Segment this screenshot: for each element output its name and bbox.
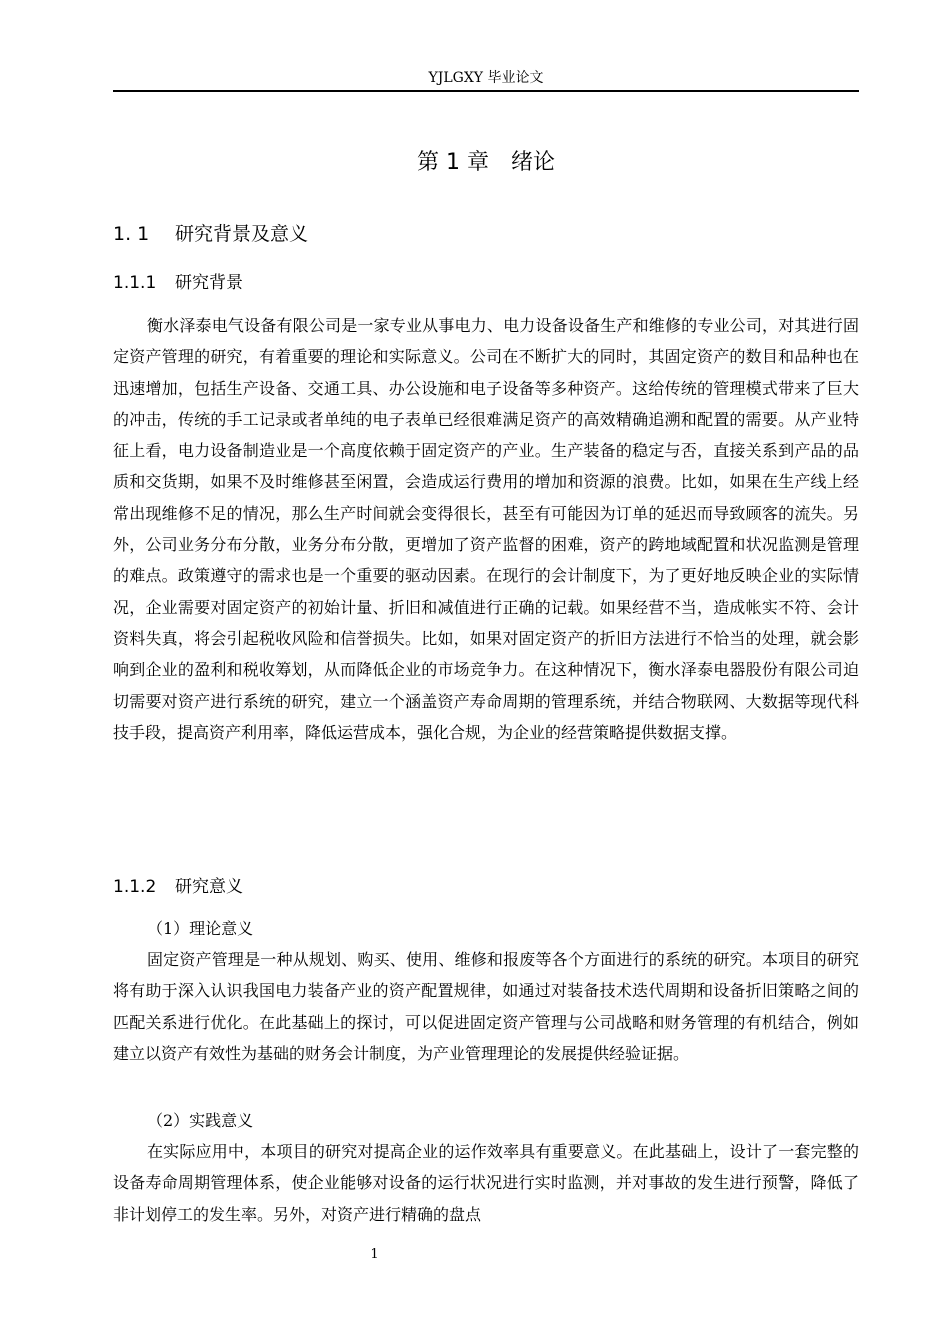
chapter-title: 第 1 章 绪论 [417, 150, 555, 175]
page-number: 1 [370, 1247, 379, 1262]
paragraph-theory: 固定资产管理是一种从规划、购买、使用、维修和报废等各个方面进行的系统的研究。本项目的研究将有助于深入认识我国电力装备产业的资产配置规律，如通过对装备技术迭代周期和设备折旧策略之间的匹配关系进行优化。在此基础上的探讨，可以促进固定资产管理与公司战略和财务管理的有机结合，例如建立以资产有效性为基础的财务会计制度，为产业管理理论的发展提供经验证据。 [113, 950, 859, 1063]
subheading-theory: （1）理论意义 [147, 919, 254, 938]
section-heading-1-1-1 [113, 269, 859, 297]
header-divider [113, 90, 859, 92]
page-header: YJLGXY 毕业论文 [428, 70, 544, 86]
paragraph-practice: 在实际应用中，本项目的研究对提高企业的运作效率具有重要意义。在此基础上，设计了一套完整的设备寿命周期管理体系，使企业能够对设备的运行状况进行实时监测，并对事故的发生进行预警，降低了非计划停工的发生率。另外，对资产进行精确的盘点 [113, 1142, 859, 1224]
section-heading-1-1 [113, 219, 859, 249]
section-title: 研究意义 [175, 877, 243, 897]
paragraph-background: 衡水泽泰电气设备有限公司是一家专业从事电力、电力设备设备生产和维修的专业公司，对其进行固定资产管理的研究，有着重要的理论和实际意义。公司在不断扩大的同时，其固定资产的数目和品种也在迅速增加，包括生产设备、交通工具、办公设施和电子设备等多种资产。这给传统的管理模式带来了巨大的冲击，传统的手工记录或者单纯的电子表单已经很难满足资产的高效精确追溯和配置的需要。从产业特征上看，电力设备制造业是一个高度依赖于固定资产的产业。生产装备的稳定与否，直接关系到产品的品质和交货期，如果不及时维修甚至闲置，会造成运行费用的增加和资源的浪费。比如，如果在生产线上经常出现维修不足的情况，那么生产时间就会变得很长，甚至有可能因为订单的延迟而导致顾客的流失。另外，公司业务分布分散，业务分布分散，更增加了资产监督的困难，资产的跨地域配置和状况监测是管理的难点。政策遵守的需求也是一个重要的驱动因素。在现行的会计制度下，为了更好地反映企业的实际情况，企业需要对固定资产的初始计量、折旧和减值进行正确的记载。如果经营不当，造成帐实不符、会计资料失真，将会引起税收风险和信誉损失。比如，如果对固定资产的折旧方法进行不恰当的处理，就会影响到企业的盈利和税收筹划，从而降低企业的市场竞争力。在这种情况下，衡水泽泰电器股份有限公司迫切需要对资产进行系统的研究，建立一个涵盖资产寿命周期的管理系统，并结合物联网、大数据等现代科技手段，提高资产利用率，降低运营成本，强化合规，为企业的经营策略提供数据支撑。 [113, 316, 859, 742]
section-number: 1.1.1 [113, 273, 157, 293]
subheading-practice: （2）实践意义 [147, 1111, 254, 1130]
section-heading-1-1-2 [113, 873, 859, 901]
section-number: 1. 1 [113, 223, 150, 245]
section-number: 1.1.2 [113, 877, 157, 897]
section-title: 研究背景及意义 [175, 223, 309, 245]
section-title: 研究背景 [175, 273, 243, 293]
